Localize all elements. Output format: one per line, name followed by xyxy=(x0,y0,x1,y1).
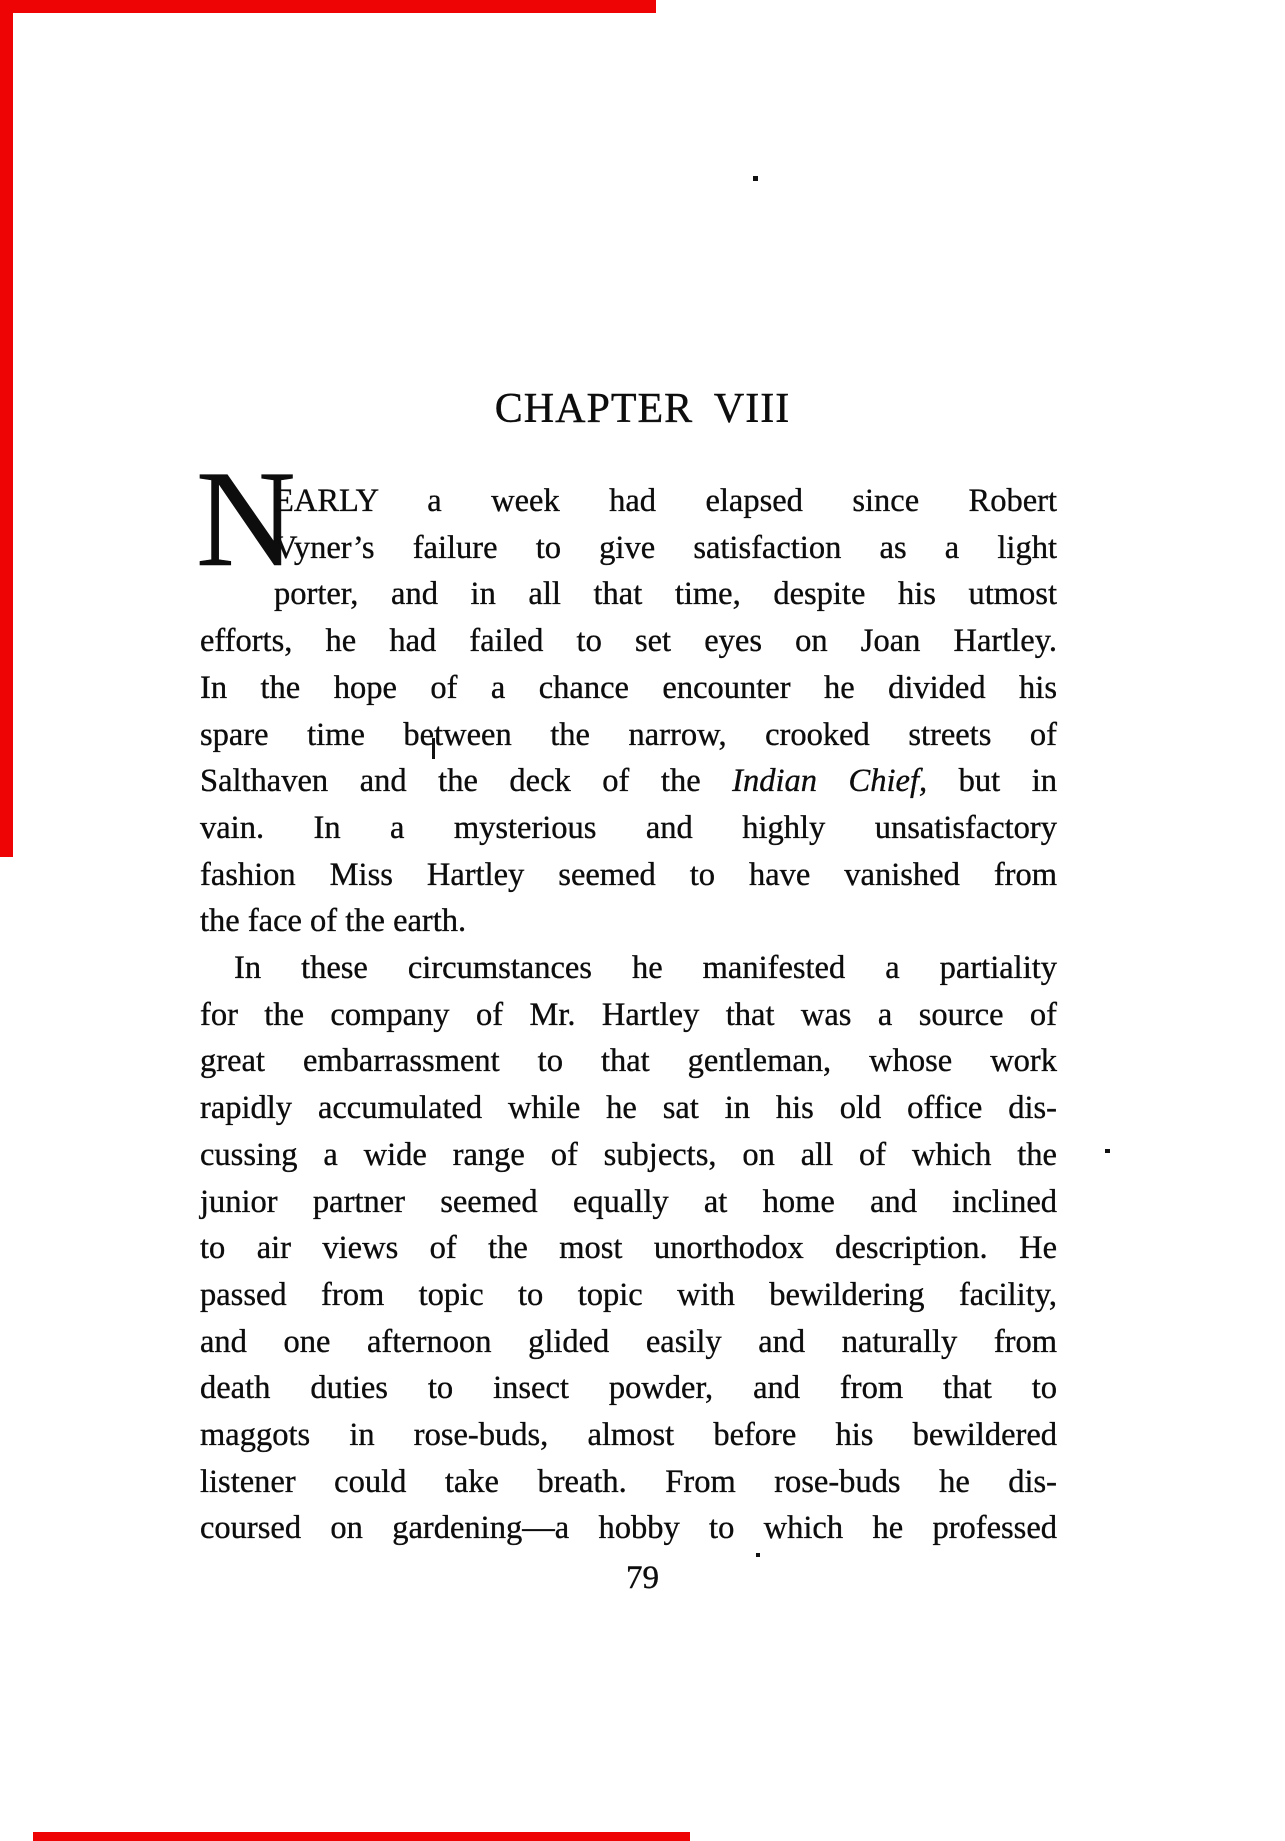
ink-speck xyxy=(753,176,758,181)
text-line: the face of the earth. xyxy=(200,903,467,940)
body-text xyxy=(200,478,1057,1552)
ship-name-italic: Indian Chief, xyxy=(700,763,928,800)
text-line: In the hope of a chance encounter he divided his xyxy=(200,669,1057,706)
text-line: In these circumstances he manifested a partiality xyxy=(234,950,1057,987)
text-line: junior partner seemed equally at home and inclined xyxy=(200,1183,1057,1220)
chapter-heading: CHAPTER VIII xyxy=(494,386,791,432)
ink-speck xyxy=(1105,1149,1110,1153)
text-line: passed from topic to topic with bewildering facility, xyxy=(200,1276,1057,1313)
text-line: EARLY a week had elapsed since Robert xyxy=(274,483,1057,519)
text-line: and one afternoon glided easily and naturally from xyxy=(200,1323,1057,1360)
text-line: maggots in rose-buds, almost before his bewildered xyxy=(200,1417,1057,1454)
text-segment: Salthaven and the deck of the xyxy=(200,763,701,800)
text-line: for the company of Mr. Hartley that was a source of xyxy=(200,996,1057,1033)
text-line: to air views of the most unorthodox description. He xyxy=(200,1230,1057,1267)
text-segment: but in xyxy=(927,763,1058,800)
drop-cap-spacer xyxy=(200,478,274,598)
text-line: fashion Miss Hartley seemed to have vanished from xyxy=(200,856,1057,893)
scan-edge-mark-top xyxy=(0,0,656,13)
text-line: spare time between the narrow, crooked streets of xyxy=(200,716,1057,753)
text-line: great embarrassment to that gentleman, whose work xyxy=(200,1043,1057,1080)
scan-edge-mark-bottom xyxy=(33,1832,690,1841)
text-line xyxy=(200,758,1057,805)
text-line: listener could take breath. From rose-buds he dis- xyxy=(200,1463,1057,1500)
text-line: efforts, he had failed to set eyes on Joan Hartley. xyxy=(200,623,1057,660)
text-line: rapidly accumulated while he sat in his old office dis- xyxy=(200,1090,1057,1127)
text-line: porter, and in all that time, despite his utmost xyxy=(274,576,1057,613)
text-line: cussing a wide range of subjects, on all of which the xyxy=(200,1136,1057,1173)
page-number: 79 xyxy=(626,1560,659,1596)
text-line: vain. In a mysterious and highly unsatisfactory xyxy=(200,809,1057,846)
text-line: death duties to insect powder, and from that to xyxy=(200,1370,1057,1407)
ink-speck xyxy=(756,1553,760,1557)
text-line: coursed on gardening—a hobby to which he professed xyxy=(200,1510,1057,1547)
drop-cap: N xyxy=(196,442,296,595)
text-line: Vyner’s failure to give satisfaction as a light xyxy=(274,529,1057,566)
